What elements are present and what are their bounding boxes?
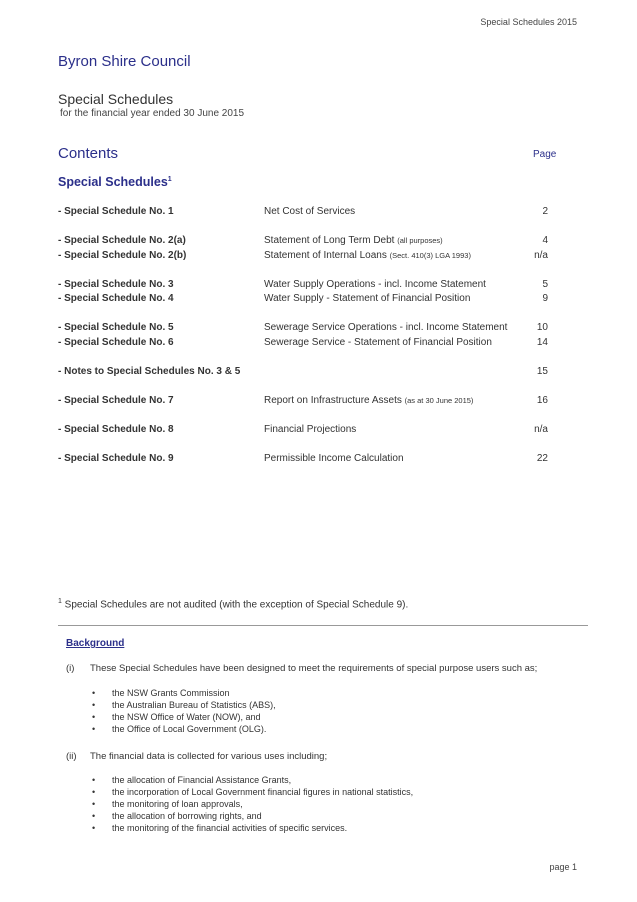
bullet-icon: • xyxy=(92,787,96,797)
toc-schedule-name: - Special Schedule No. 6 xyxy=(58,337,174,348)
toc-description xyxy=(264,322,507,333)
toc-schedule-name: - Special Schedule No. 9 xyxy=(58,453,174,464)
toc-description-text: Statement of Long Term Debt xyxy=(264,235,398,246)
document-subtitle: for the financial year ended 30 June 2015 xyxy=(60,108,245,119)
page-number: page 1 xyxy=(549,862,577,872)
toc-description-text: Sewerage Service - Statement of Financial Position xyxy=(264,337,492,348)
toc-page-number: n/a xyxy=(534,424,548,435)
toc-row xyxy=(58,279,558,293)
toc-page-number: 4 xyxy=(542,235,548,246)
toc-page-number: 5 xyxy=(542,279,548,290)
document-title: Special Schedules xyxy=(58,91,174,107)
paragraph-text: The financial data is collected for various uses including; xyxy=(90,751,328,762)
toc-description-note: (as at 30 June 2015) xyxy=(404,396,474,405)
toc-schedule-name: - Special Schedule No. 4 xyxy=(58,293,174,304)
bullet-text: the monitoring of the financial activities of specific services. xyxy=(112,823,348,833)
toc-description xyxy=(264,293,470,304)
bullet-icon: • xyxy=(92,799,96,809)
council-name: Byron Shire Council xyxy=(58,53,191,70)
toc-row xyxy=(58,206,558,220)
toc-row xyxy=(58,322,558,336)
special-schedules-heading xyxy=(58,175,172,189)
toc-row xyxy=(58,293,558,307)
footnote xyxy=(58,598,408,610)
toc-row xyxy=(58,337,558,351)
toc-description-text: Permissible Income Calculation xyxy=(264,453,404,464)
footnote-text: Special Schedules are not audited (with the exception of Special Schedule 9). xyxy=(61,599,409,611)
toc-description-note: (Sect. 410(3) LGA 1993) xyxy=(389,251,471,260)
bullet-text: the allocation of Financial Assistance Grants, xyxy=(112,775,292,785)
bullet-icon: • xyxy=(92,724,96,734)
bullet-icon: • xyxy=(92,811,96,821)
toc-schedule-name: - Special Schedule No. 1 xyxy=(58,206,174,217)
bullet-text: the NSW Office of Water (NOW), and xyxy=(112,712,261,722)
bullet-icon: • xyxy=(92,823,96,833)
bullet-icon: • xyxy=(92,712,96,722)
page-column-heading: Page xyxy=(533,149,557,160)
toc-row xyxy=(58,235,558,249)
bullet-icon: • xyxy=(92,775,96,785)
toc-description xyxy=(264,206,355,217)
toc-row xyxy=(58,424,558,438)
bullet-text: the allocation of borrowing rights, and xyxy=(112,811,262,821)
toc-description xyxy=(264,235,443,246)
bullet-text: the monitoring of loan approvals, xyxy=(112,799,243,809)
paragraph-text: These Special Schedules have been designed to meet the requirements of special purpose users such as; xyxy=(90,663,538,674)
toc-schedule-name: - Special Schedule No. 5 xyxy=(58,322,174,333)
toc-page-number: 10 xyxy=(536,322,548,333)
toc-row xyxy=(58,366,558,380)
bullet-text: the Australian Bureau of Statistics (ABS), xyxy=(112,700,276,710)
toc-page-number: 9 xyxy=(542,293,548,304)
contents-heading: Contents xyxy=(58,145,119,162)
background-heading: Background xyxy=(66,638,125,649)
footnote-marker: 1 xyxy=(167,175,172,183)
toc-page-number: 2 xyxy=(542,206,548,217)
toc-page-number: 14 xyxy=(536,337,548,348)
paragraph-number: (i) xyxy=(66,663,75,674)
bullet-icon: • xyxy=(92,688,96,698)
bullet-text: the incorporation of Local Government financial figures in national statistics, xyxy=(112,787,414,797)
footnote-number: 1 xyxy=(58,598,62,605)
toc-page-number: 15 xyxy=(536,366,548,377)
toc-description-text: Report on Infrastructure Assets xyxy=(264,395,405,406)
toc-description-text: Water Supply - Statement of Financial Position xyxy=(264,293,471,304)
bullet-icon: • xyxy=(92,700,96,710)
toc-schedule-name: - Special Schedule No. 7 xyxy=(58,395,174,406)
toc-row xyxy=(58,250,558,264)
toc-schedule-name: - Special Schedule No. 2(b) xyxy=(58,250,187,261)
toc-description xyxy=(264,250,471,261)
toc-page-number: 22 xyxy=(536,453,548,464)
toc-schedule-name: - Notes to Special Schedules No. 3 & 5 xyxy=(58,366,241,377)
toc-page-number: n/a xyxy=(534,250,548,261)
toc-description xyxy=(264,424,356,435)
running-header: Special Schedules 2015 xyxy=(480,17,577,27)
toc-schedule-name: - Special Schedule No. 2(a) xyxy=(58,235,186,246)
toc-description xyxy=(264,395,473,406)
toc-description xyxy=(264,337,492,348)
toc-row xyxy=(58,395,558,409)
divider xyxy=(58,625,588,626)
toc-description-text: Sewerage Service Operations - incl. Income Statement xyxy=(264,322,508,333)
toc-schedule-name: - Special Schedule No. 3 xyxy=(58,279,174,290)
toc-description-text: Net Cost of Services xyxy=(264,206,356,217)
toc-description-note: (all purposes) xyxy=(397,236,443,245)
toc-description-text: Water Supply Operations - incl. Income Statement xyxy=(264,279,486,290)
toc-description-text: Statement of Internal Loans xyxy=(264,250,390,261)
paragraph-number: (ii) xyxy=(66,751,77,762)
bullet-text: the NSW Grants Commission xyxy=(112,688,230,698)
toc-page-number: 16 xyxy=(536,395,548,406)
bullet-text: the Office of Local Government (OLG). xyxy=(112,724,267,734)
toc-schedule-name: - Special Schedule No. 8 xyxy=(58,424,174,435)
toc-row xyxy=(58,453,558,467)
toc-description-text: Financial Projections xyxy=(264,424,357,435)
special-schedules-heading-text: Special Schedules xyxy=(58,175,168,189)
toc-description xyxy=(264,453,404,464)
toc-description xyxy=(264,279,486,290)
